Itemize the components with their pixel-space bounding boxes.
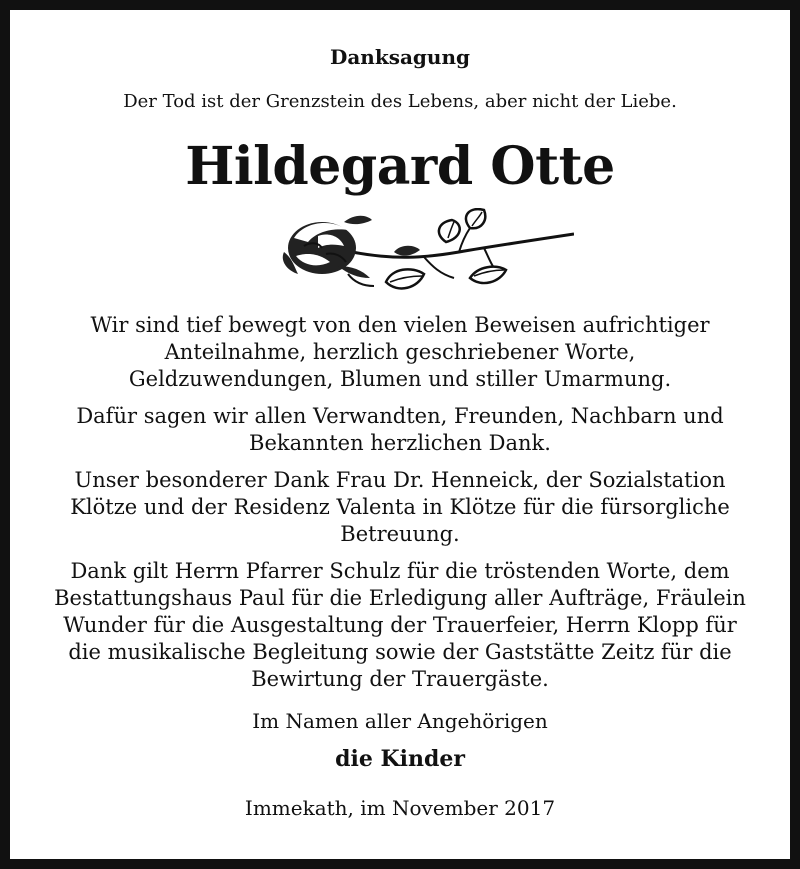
rose-icon xyxy=(274,208,574,300)
text-line: Geldzuwendungen, Blumen und stiller Umarmung. xyxy=(128,367,672,391)
text-line: Bewirtung der Trauergäste. xyxy=(251,667,549,691)
paragraph xyxy=(30,558,770,693)
paragraph xyxy=(30,467,770,548)
text-line: Wunder für die Ausgestaltung der Trauerfeier, Herrn Klopp für xyxy=(63,613,737,637)
signature-name: die Kinder xyxy=(335,746,465,772)
text-line: Wir sind tief bewegt von den vielen Beweisen aufrichtiger xyxy=(90,313,710,337)
text-line: Dafür sagen wir allen Verwandten, Freunden, Nachbarn und xyxy=(76,404,724,428)
paragraph xyxy=(30,312,770,393)
notice-motto: Der Tod ist der Grenzstein des Lebens, aber nicht der Liebe. xyxy=(123,91,677,112)
text-line: Anteilnahme, herzlich geschriebener Worte, xyxy=(164,340,636,364)
text-line: Unser besonderer Dank Frau Dr. Henneick, der Sozialstation xyxy=(74,468,726,492)
text-line: die musikalische Begleitung sowie der Gaststätte Zeitz für die xyxy=(68,640,732,664)
notice-body xyxy=(30,312,770,703)
text-line: Bekannten herzlichen Dank. xyxy=(249,431,551,455)
text-line: Dank gilt Herrn Pfarrer Schulz für die tröstenden Worte, dem xyxy=(70,559,730,583)
paragraph xyxy=(30,403,770,457)
place-date: Immekath, im November 2017 xyxy=(244,796,556,820)
signature-intro: Im Namen aller Angehörigen xyxy=(252,709,548,733)
text-line: Klötze und der Residenz Valenta in Klötze für die fürsorgliche xyxy=(70,495,730,519)
deceased-name: Hildegard Otte xyxy=(185,136,615,197)
text-line: Bestattungshaus Paul für die Erledigung aller Aufträge, Fräulein xyxy=(54,586,746,610)
text-line: Betreuung. xyxy=(340,522,460,546)
notice-heading: Danksagung xyxy=(330,45,470,69)
